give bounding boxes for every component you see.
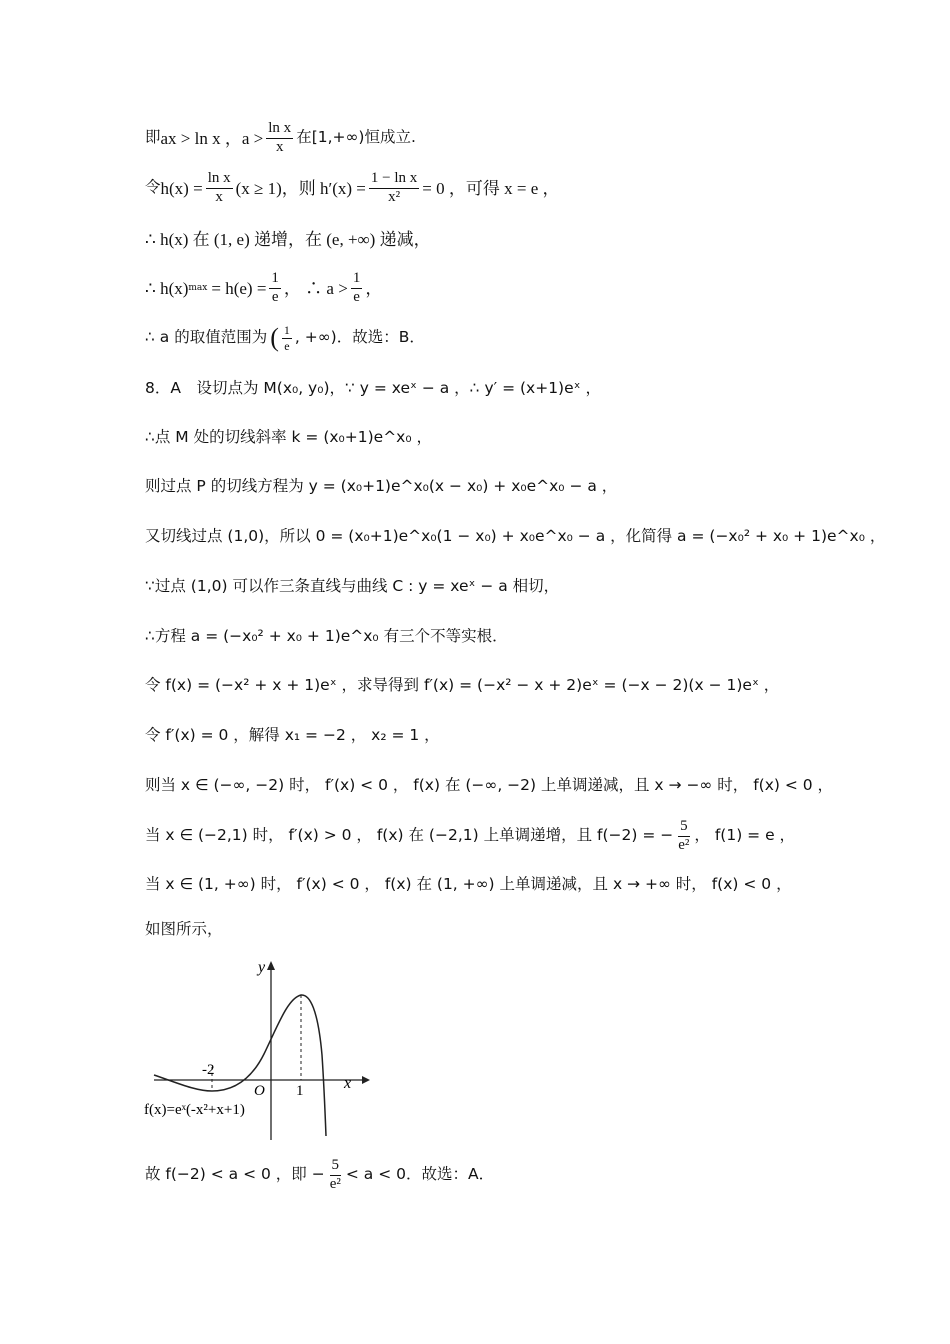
- text-line-11: ∴方程 a = (−x₀² + x₀ + 1)e^x₀ 有三个不等实根．: [145, 627, 508, 646]
- fraction-numerator: ln x: [206, 171, 233, 189]
- text-segment: ， f(1) = e ，: [694, 826, 796, 845]
- text-line-15: [145, 816, 795, 856]
- text-line-13: 令 f′(x) = 0 ，解得 x₁ = −2 ， x₂ = 1 ，: [145, 726, 440, 745]
- text-line-9: 又切线过点 (1,0)，所以 0 = (x₀+1)e^x₀(1 − x₀) + x₀e^x₀ − a ，化简得 a = (−x₀² + x₀ + 1)e^x₀ ，: [145, 527, 886, 546]
- text-segment: 当 x ∈ (−2,1) 时， f′(x) > 0 ， f(x) 在 (−2,1) 上单调递增，且 f(−2) = −: [145, 826, 674, 845]
- x-axis-label: x: [344, 1075, 352, 1092]
- function-graph-figure: [140, 950, 380, 1150]
- fraction: [269, 271, 281, 306]
- fraction-denominator: e: [353, 288, 360, 305]
- fraction-denominator: e: [284, 338, 290, 353]
- x-axis-arrow-icon: [362, 1076, 370, 1084]
- text-line-16: 当 x ∈ (1, +∞) 时， f′(x) < 0 ， f(x) 在 (1, +∞) 上单调递减，且 x → +∞ 时， f(x) < 0 ，: [145, 875, 792, 894]
- text-segment: ∴ a 的取值范围为: [145, 328, 268, 347]
- fraction-denominator: e²: [678, 836, 690, 853]
- fraction: [266, 121, 293, 156]
- text-line-12: 令 f(x) = (−x² + x + 1)eˣ ，求导得到 f′(x) = (−x² − x + 2)eˣ = (−x − 2)(x − 1)eˣ ，: [145, 676, 780, 695]
- fraction: [676, 819, 691, 854]
- function-graph: [140, 950, 380, 1150]
- fraction-numerator: 5: [678, 819, 690, 837]
- fraction-denominator: x²: [388, 188, 401, 205]
- text-line-8: 则过点 P 的切线方程为 y = (x₀+1)e^x₀(x − x₀) + x₀e^x₀ − a ，: [145, 477, 618, 496]
- y-axis-label: y: [258, 959, 266, 976]
- math-expression: ， ∴ a >: [283, 278, 348, 298]
- subscript: max: [188, 282, 208, 293]
- fraction: [206, 171, 233, 206]
- tick-label-neg2: -2: [202, 1062, 215, 1078]
- function-label: f(x)=eˣ(-x²+x+1): [144, 1102, 245, 1118]
- text-line-18: [145, 1155, 494, 1195]
- fraction-numerator: 1 − ln x: [369, 171, 419, 189]
- text-line-14: 则当 x ∈ (−∞, −2) 时， f′(x) < 0 ， f(x) 在 (−∞, −2) 上单调递减，且 x → −∞ 时， f(x) < 0 ，: [145, 776, 834, 795]
- text-segment: 故 f(−2) < a < 0 ，即 −: [145, 1165, 325, 1184]
- fraction-denominator: e²: [329, 1175, 341, 1192]
- fraction: [351, 271, 363, 306]
- math-expression: ，: [365, 278, 383, 298]
- text-segment: 即: [145, 128, 161, 147]
- fraction: [328, 1158, 343, 1193]
- text-line-17: 如图所示，: [145, 920, 223, 939]
- text-line-7: ∴点 M 处的切线斜率 k = (x₀+1)e^x₀ ，: [145, 428, 433, 447]
- fraction: [282, 324, 292, 352]
- math-expression: ∴ h(x): [145, 278, 189, 298]
- math-expression: (x ≥ 1)，则 h′(x) =: [235, 178, 366, 198]
- origin-label: O: [254, 1083, 265, 1099]
- fraction-numerator: ln x: [266, 121, 293, 139]
- text-line-10: ∵过点 (1,0) 可以作三条直线与曲线 C : y = xeˣ − a 相切，: [145, 577, 560, 596]
- text-segment: 在[1,+∞)恒成立.: [296, 128, 416, 147]
- text-line-3: ∴ h(x) 在 (1, e) 递增，在 (e, +∞) 递减，: [145, 229, 431, 249]
- fraction-numerator: 5: [330, 1158, 342, 1176]
- text-line-5: [145, 318, 425, 358]
- text-line-2: [145, 168, 560, 208]
- open-paren: (: [270, 323, 279, 352]
- math-expression: ax > ln x ，a >: [160, 128, 264, 148]
- fraction: [369, 171, 419, 206]
- fraction-denominator: x: [215, 188, 223, 205]
- text-segment: < a < 0．故选：A．: [345, 1165, 495, 1184]
- tick-label-1: 1: [296, 1083, 304, 1099]
- text-segment: 令: [145, 178, 161, 197]
- text-line-6: 8．A 设切点为 M(x₀, y₀)，∵ y = xeˣ − a ，∴ y′ = (x+1)eˣ ，: [145, 379, 601, 398]
- fraction-numerator: 1: [269, 271, 281, 289]
- fraction-numerator: 1: [283, 322, 290, 337]
- fraction-denominator: e: [271, 288, 279, 305]
- math-expression: = 0 ，可得 x = e ，: [422, 178, 560, 198]
- math-expression: h(x) =: [160, 178, 203, 198]
- math-expression: = h(e) =: [211, 278, 267, 298]
- y-axis-arrow-icon: [267, 961, 275, 970]
- text-segment: , +∞)．故选：B．: [294, 328, 425, 347]
- fraction-denominator: x: [275, 138, 284, 155]
- text-line-4: [145, 268, 382, 308]
- fraction-numerator: 1: [351, 271, 363, 289]
- text-line-1: [145, 118, 416, 158]
